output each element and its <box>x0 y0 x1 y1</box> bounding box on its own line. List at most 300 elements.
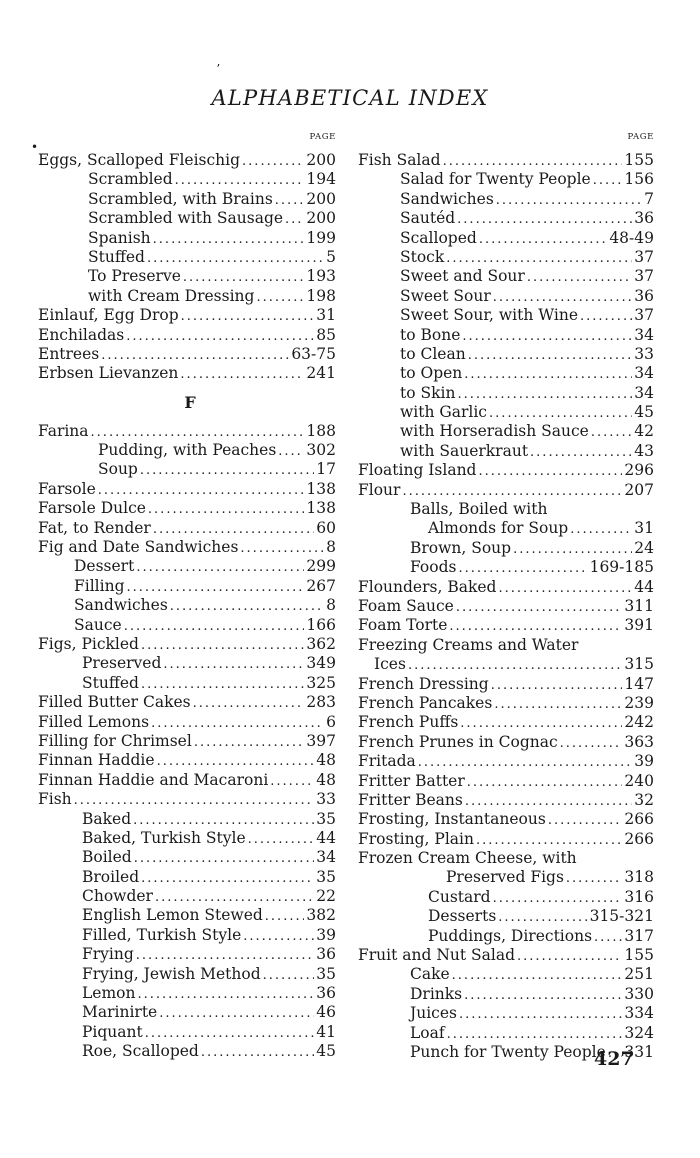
index-entry <box>38 499 336 518</box>
index-entries-right <box>358 151 654 1062</box>
dot-leader <box>517 949 622 964</box>
index-column-left <box>38 132 336 1062</box>
index-entry <box>38 654 336 673</box>
entry-text: Figs, Pickled <box>38 634 139 653</box>
entry-text: Floating Island <box>358 461 477 480</box>
entry-page: 155 <box>624 946 654 965</box>
entry-text: Dessert <box>74 557 135 576</box>
dot-leader <box>153 232 305 247</box>
index-entry <box>358 500 654 519</box>
dot-leader <box>157 754 315 769</box>
entry-text: Frosting, Plain <box>358 829 474 848</box>
index-entry <box>358 539 654 558</box>
index-entry <box>358 170 654 189</box>
dot-leader <box>462 329 632 344</box>
entry-text: Sauce <box>74 615 122 634</box>
index-entry <box>38 267 336 286</box>
entry-page: 35 <box>316 964 336 983</box>
index-entry <box>38 538 336 557</box>
entry-text: Broiled <box>82 867 140 886</box>
index-entry <box>358 267 654 286</box>
index-entry <box>358 713 654 732</box>
dot-leader <box>418 755 633 770</box>
dot-leader <box>265 909 305 924</box>
entry-text: Almonds for Soup <box>428 519 569 538</box>
entry-text: Fig and Date Sandwiches <box>38 538 239 557</box>
dot-leader <box>127 580 305 595</box>
entry-text: Lemon <box>82 984 136 1003</box>
entry-page: 318 <box>624 868 654 887</box>
index-entry <box>358 578 654 597</box>
entry-text: Fritter Batter <box>358 771 465 790</box>
dot-leader <box>489 406 632 421</box>
entry-text: Custard <box>428 887 491 906</box>
entry-page: 200 <box>306 189 336 208</box>
entry-text: Flounders, Baked <box>358 577 497 596</box>
entry-page: 6 <box>326 712 336 731</box>
dot-leader <box>124 619 305 634</box>
index-entry <box>358 558 654 577</box>
entry-page: 45 <box>316 1042 336 1061</box>
entry-page: 39 <box>316 925 336 944</box>
dot-leader <box>240 541 324 556</box>
entry-text: Sautéd <box>400 209 456 228</box>
dot-leader <box>591 425 632 440</box>
dot-leader <box>98 483 305 498</box>
entry-page: 147 <box>624 674 654 693</box>
index-entry <box>38 441 336 460</box>
entry-page: 36 <box>634 286 654 305</box>
entry-text: Stuffed <box>88 247 145 266</box>
index-entry <box>38 422 336 441</box>
entry-text: French Pancakes <box>358 693 493 712</box>
entry-text: Sweet Sour <box>400 286 491 305</box>
entry-page: 315-321 <box>589 907 654 926</box>
index-entry <box>38 248 336 267</box>
entry-text: Pudding, with Peaches <box>98 441 277 460</box>
dot-leader <box>452 968 623 983</box>
entry-text: Finnan Haddie <box>38 751 155 770</box>
index-entry <box>358 306 654 325</box>
entry-text: Fish Salad <box>358 151 441 169</box>
index-entry <box>38 1003 336 1022</box>
dot-leader <box>180 367 304 382</box>
entry-text: Farsole Dulce <box>38 499 146 518</box>
entry-text: Foam Torte <box>358 616 448 635</box>
index-entry <box>358 1004 654 1023</box>
entry-text: Cake <box>410 965 450 984</box>
entry-page: 194 <box>306 170 336 189</box>
entry-text: Entrees <box>38 344 100 363</box>
dot-leader <box>464 988 622 1003</box>
index-entry <box>358 965 654 984</box>
entry-text: Freezing Creams and Water <box>358 635 579 654</box>
entry-page: 60 <box>316 518 336 537</box>
index-entry <box>358 733 654 752</box>
entry-text: Sweet Sour, with Wine <box>400 306 579 325</box>
index-entry <box>38 209 336 228</box>
dot-leader <box>74 793 315 808</box>
dot-leader <box>468 348 633 363</box>
entry-page: 48 <box>316 770 336 789</box>
dot-leader <box>201 1045 314 1060</box>
entry-text: Baked, Turkish Style <box>82 828 246 847</box>
index-entry <box>38 829 336 848</box>
entry-text: Sandwiches <box>74 596 168 615</box>
entry-text: Foods <box>410 558 457 577</box>
entry-text: Drinks <box>410 984 463 1003</box>
dot-leader <box>134 851 315 866</box>
entry-text: Frosting, Instantaneous <box>358 810 546 829</box>
entry-page: 241 <box>306 364 336 383</box>
entry-page: 330 <box>624 984 654 1003</box>
entry-text: Filling for Chrimsel <box>38 731 192 750</box>
index-entry <box>358 461 654 480</box>
entry-text: Loaf <box>410 1023 445 1042</box>
index-entry <box>358 422 654 441</box>
index-entry <box>358 810 654 829</box>
entry-page: 34 <box>316 848 336 867</box>
index-entry <box>358 655 654 674</box>
entry-page: 39 <box>634 752 654 771</box>
dot-leader <box>457 387 632 402</box>
dot-leader <box>580 309 632 324</box>
dot-leader <box>194 735 305 750</box>
entry-page: 200 <box>306 151 336 169</box>
index-entry <box>38 1042 336 1061</box>
dot-leader <box>141 871 314 886</box>
dot-leader <box>570 522 632 537</box>
dot-leader <box>402 484 622 499</box>
index-entry <box>358 481 654 500</box>
index-entry <box>38 868 336 887</box>
entry-page: 251 <box>624 965 654 984</box>
entry-page: 48 <box>316 751 336 770</box>
index-entry <box>38 519 336 538</box>
entry-text: Stock <box>400 247 445 266</box>
index-column-right <box>358 132 654 1062</box>
entry-text: Piquant <box>82 1022 143 1041</box>
entry-text: Scalloped <box>400 228 477 247</box>
dot-leader <box>464 367 632 382</box>
entry-text: with Garlic <box>400 403 487 422</box>
dot-leader <box>159 1006 314 1021</box>
entry-page: 188 <box>306 421 336 440</box>
dot-leader <box>494 697 622 712</box>
dot-leader <box>155 890 314 905</box>
entry-page: 362 <box>306 634 336 653</box>
dot-leader <box>193 696 305 711</box>
entry-text: Scrambled <box>88 170 173 189</box>
dot-leader <box>498 581 632 596</box>
dot-leader <box>593 173 623 188</box>
index-entry <box>38 577 336 596</box>
entry-text: Fat, to Render <box>38 518 151 537</box>
entry-page: 43 <box>634 441 654 460</box>
dot-leader <box>175 173 305 188</box>
stray-dot: • <box>31 140 39 154</box>
entry-page: 200 <box>306 209 336 228</box>
entry-text: with Sauerkraut <box>400 441 529 460</box>
entry-page: 31 <box>316 306 336 325</box>
entry-page: 267 <box>306 576 336 595</box>
entry-page: 63-75 <box>291 344 336 363</box>
dot-leader <box>141 677 304 692</box>
entry-text: French Puffs <box>358 713 459 732</box>
index-entry <box>38 771 336 790</box>
dot-leader <box>148 502 304 517</box>
entry-text: Scrambled with Sausage <box>88 209 284 228</box>
dot-leader <box>491 678 623 693</box>
index-entry <box>38 596 336 615</box>
entry-text: Enchiladas <box>38 325 125 344</box>
entry-text: Filled Lemons <box>38 712 150 731</box>
entry-text: with Horseradish Sauce <box>400 422 589 441</box>
dot-leader <box>447 1027 623 1042</box>
dot-leader <box>476 833 622 848</box>
entry-text: Sweet and Sour <box>400 267 525 286</box>
dot-leader <box>496 193 642 208</box>
page-number: 427 <box>594 1048 634 1070</box>
page-column-header: PAGE <box>309 132 336 142</box>
entry-page: 166 <box>306 615 336 634</box>
entry-page: 193 <box>306 267 336 286</box>
entry-page: 5 <box>326 247 336 266</box>
dot-leader <box>530 445 632 460</box>
entry-text: Frying, Jewish Method <box>82 964 261 983</box>
dot-leader <box>443 154 623 169</box>
index-entry <box>38 887 336 906</box>
dot-leader <box>408 658 622 673</box>
entry-text: To Preserve <box>88 267 181 286</box>
entry-page: 397 <box>306 731 336 750</box>
index-entry <box>38 945 336 964</box>
entry-page: 169-185 <box>589 558 654 577</box>
index-entry <box>358 849 654 868</box>
entry-page: 266 <box>624 829 654 848</box>
dot-leader <box>242 154 304 169</box>
entry-text: Erbsen Lievanzen <box>38 364 179 383</box>
entry-page: 37 <box>634 267 654 286</box>
dot-leader <box>181 309 315 324</box>
dot-leader <box>566 871 622 886</box>
dot-leader <box>141 638 304 653</box>
dot-leader <box>467 775 623 790</box>
entry-text: Fritter Beans <box>358 790 463 809</box>
entry-text: Boiled <box>82 848 132 867</box>
index-entry <box>358 791 654 810</box>
dot-leader <box>449 619 622 634</box>
dot-leader <box>151 716 324 731</box>
entry-text: French Prunes in Cognac <box>358 732 558 751</box>
entry-page: 302 <box>306 441 336 460</box>
entry-page: 44 <box>634 577 654 596</box>
index-entry <box>38 790 336 809</box>
dot-leader <box>101 348 289 363</box>
entry-text: Balls, Boiled with <box>410 500 548 519</box>
entry-text: Preserved Figs <box>446 868 564 887</box>
index-entry <box>358 287 654 306</box>
entry-text: Flour <box>358 480 401 499</box>
index-entry <box>38 693 336 712</box>
index-entry <box>38 364 336 383</box>
entry-page: 33 <box>634 344 654 363</box>
entry-page: 85 <box>316 325 336 344</box>
entry-text: Juices <box>410 1004 457 1023</box>
entry-text: to Clean <box>400 344 466 363</box>
index-entry <box>358 364 654 383</box>
index-entry <box>358 248 654 267</box>
entry-page: 155 <box>624 151 654 169</box>
dot-leader <box>243 929 314 944</box>
index-entry <box>38 810 336 829</box>
index-entry <box>38 480 336 499</box>
index-entry <box>358 1024 654 1043</box>
dot-leader <box>285 212 304 227</box>
entry-text: Farsole <box>38 479 96 498</box>
entry-page: 317 <box>624 926 654 945</box>
index-entry <box>38 848 336 867</box>
entry-page: 198 <box>306 286 336 305</box>
entry-page: 283 <box>306 693 336 712</box>
entry-text: French Dressing <box>358 674 489 693</box>
entry-text: Einlauf, Egg Drop <box>38 306 179 325</box>
dot-leader <box>126 329 314 344</box>
dot-leader <box>136 560 304 575</box>
entry-page: 36 <box>316 984 336 1003</box>
dot-leader <box>446 251 632 266</box>
dot-leader <box>170 599 324 614</box>
entry-page: 315 <box>624 655 654 674</box>
dot-leader <box>163 657 304 672</box>
entry-page: 31 <box>634 519 654 538</box>
entry-text: Brown, Soup <box>410 538 512 557</box>
index-entry <box>358 946 654 965</box>
entry-text: to Open <box>400 364 463 383</box>
entry-page: 37 <box>634 247 654 266</box>
index-entry <box>38 674 336 693</box>
entry-text: Fruit and Nut Salad <box>358 946 516 965</box>
entry-text: Baked <box>82 809 132 828</box>
index-entry <box>38 229 336 248</box>
entry-text: Salad for Twenty People <box>400 170 591 189</box>
index-entry <box>38 306 336 325</box>
page-column-header: PAGE <box>627 132 654 142</box>
dot-leader <box>263 968 315 983</box>
dot-leader <box>248 832 315 847</box>
dot-leader <box>527 270 632 285</box>
entry-page: 207 <box>624 480 654 499</box>
entry-text: Fish <box>38 790 72 809</box>
dot-leader <box>465 794 632 809</box>
index-entry <box>358 907 654 926</box>
index-entry <box>358 229 654 248</box>
entry-text: English Lemon Stewed <box>82 906 263 925</box>
entry-page: 48-49 <box>609 228 654 247</box>
index-entry <box>38 965 336 984</box>
entry-text: to Skin <box>400 383 456 402</box>
entry-page: 299 <box>306 557 336 576</box>
dot-leader <box>136 948 314 963</box>
index-entry <box>358 868 654 887</box>
index-entry <box>358 345 654 364</box>
entry-text: Scrambled, with Brains <box>88 189 273 208</box>
entry-page: 325 <box>306 673 336 692</box>
index-entry <box>38 287 336 306</box>
entry-page: 35 <box>316 809 336 828</box>
entry-page: 311 <box>624 596 654 615</box>
index-entry <box>38 635 336 654</box>
dot-leader <box>183 270 305 285</box>
entry-page: 363 <box>624 732 654 751</box>
entry-page: 331 <box>624 1042 654 1061</box>
index-entry <box>38 190 336 209</box>
entry-text: Filling <box>74 576 125 595</box>
dot-leader <box>478 464 622 479</box>
dot-leader <box>153 522 314 537</box>
entry-text: Roe, Scalloped <box>82 1042 199 1061</box>
index-entry <box>358 830 654 849</box>
entry-page: 138 <box>306 479 336 498</box>
entry-page: 391 <box>624 616 654 635</box>
index-entry <box>358 772 654 791</box>
entry-text: Punch for Twenty People <box>410 1042 606 1061</box>
dot-leader <box>270 774 314 789</box>
entry-text: Chowder <box>82 887 153 906</box>
dot-leader <box>91 425 305 440</box>
entry-page: 138 <box>306 499 336 518</box>
dot-leader <box>458 561 587 576</box>
entry-text: Soup <box>98 460 138 479</box>
dot-leader <box>493 891 623 906</box>
entry-text: with Cream Dressing <box>88 286 255 305</box>
dot-leader <box>459 1007 622 1022</box>
index-entry <box>358 636 654 655</box>
entry-page: 24 <box>634 538 654 557</box>
entry-page: 44 <box>316 828 336 847</box>
entry-page: 156 <box>624 170 654 189</box>
dot-leader <box>140 463 314 478</box>
entry-text: Ices <box>374 655 406 674</box>
entry-text: Spanish <box>88 228 151 247</box>
dot-leader <box>137 987 314 1002</box>
entry-text: Marinirte <box>82 1003 158 1022</box>
dot-leader <box>145 1026 315 1041</box>
dot-leader <box>460 716 622 731</box>
index-entry <box>358 190 654 209</box>
index-entry <box>38 345 336 364</box>
index-entry <box>358 927 654 946</box>
entry-page: 334 <box>624 1004 654 1023</box>
dot-leader <box>498 910 587 925</box>
entry-text: Foam Sauce <box>358 596 454 615</box>
entry-page: 8 <box>326 538 336 557</box>
index-entry <box>358 442 654 461</box>
entry-page: 45 <box>634 403 654 422</box>
entry-page: 42 <box>634 422 654 441</box>
index-entry <box>358 326 654 345</box>
entry-text: Frying <box>82 945 134 964</box>
entry-page: 36 <box>634 209 654 228</box>
index-entry <box>38 151 336 170</box>
entry-text: Preserved <box>82 654 162 673</box>
entry-page: 17 <box>316 460 336 479</box>
entry-text: to Bone <box>400 325 461 344</box>
dot-leader <box>493 290 633 305</box>
index-entries-left <box>38 151 336 1062</box>
entry-page: 22 <box>316 887 336 906</box>
entry-text: Desserts <box>428 907 497 926</box>
